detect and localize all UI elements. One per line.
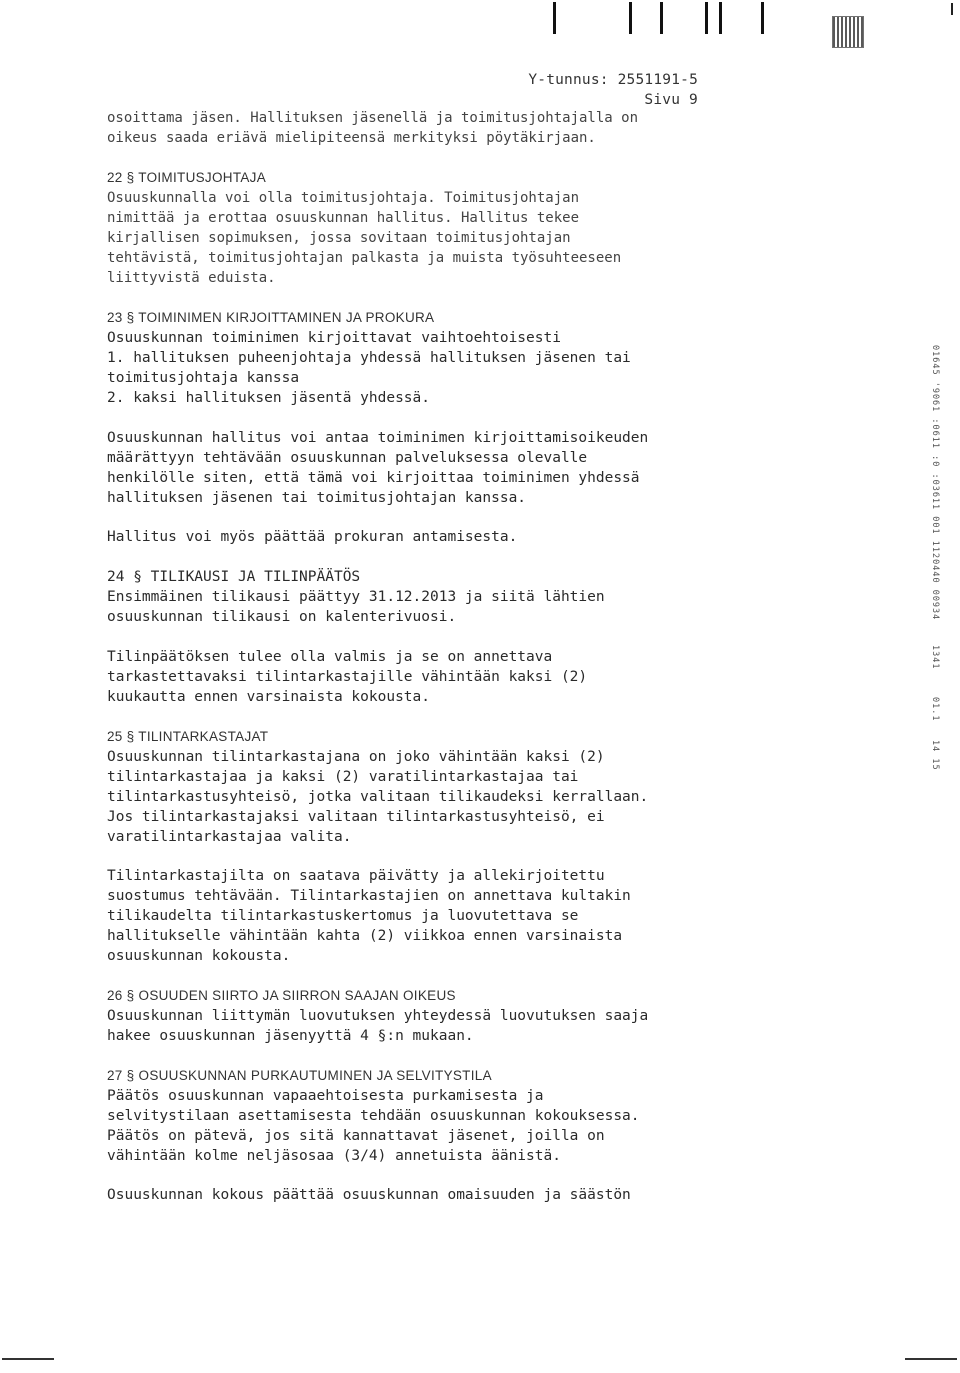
text-line: osuuskunnan kokousta. bbox=[107, 948, 291, 964]
text-line: määrättyyn tehtävään osuuskunnan palveluksessa olevalle bbox=[107, 450, 588, 466]
text-line: vähintään kolme neljäsosaa (3/4) annetuista äänistä. bbox=[107, 1148, 561, 1164]
text-line: Päätös on pätevä, jos sitä kannattavat jäsenet, joilla on bbox=[107, 1128, 605, 1144]
text-line: selvitystilaan asettamisesta tehdään osuuskunnan kokouksessa. bbox=[107, 1108, 640, 1124]
text-line: Ensimmäinen tilikausi päättyy 31.12.2013 ja siitä lähtien bbox=[107, 589, 605, 605]
section-24-paragraph-2 bbox=[107, 647, 707, 707]
section-heading: 27 § OSUUSKUNNAN PURKAUTUMINEN JA SELVITYSTILA bbox=[107, 1068, 492, 1083]
registration-bar bbox=[660, 2, 663, 34]
section-heading: 25 § TILINTARKASTAJAT bbox=[107, 729, 269, 744]
text-line: Osuuskunnalla voi olla toimitusjohtaja. Toimitusjohtajan bbox=[107, 190, 580, 206]
text-line: kuukautta ennen varsinaista kokousta. bbox=[107, 689, 431, 705]
stamp-line: 01645 '9061 :0611 :0 :03611 001 1120440 00934 bbox=[930, 345, 940, 621]
section-26 bbox=[107, 986, 707, 1046]
text-line: 1. hallituksen puheenjohtaja yhdessä hallituksen jäsenen tai bbox=[107, 350, 631, 366]
footer-rule bbox=[905, 1358, 957, 1360]
stamp-line: 01.1 bbox=[930, 697, 940, 722]
section-22 bbox=[107, 168, 707, 288]
registration-bar bbox=[705, 2, 708, 34]
section-25 bbox=[107, 727, 707, 847]
text-line: tilikaudelta tilintarkastuskertomus ja luovutettava se bbox=[107, 908, 579, 924]
text-line: hallituksen jäsenen tai toimitusjohtajan kanssa. bbox=[107, 490, 527, 506]
text-line: Tilintarkastajilta on saatava päivätty ja allekirjoitettu bbox=[107, 868, 605, 884]
text-line: hallitukselle vähintään kahta (2) viikkoa ennen varsinaista bbox=[107, 928, 623, 944]
text-line: toimitusjohtaja kanssa bbox=[107, 370, 300, 386]
text-line: hakee osuuskunnan jäsenyyttä 4 §:n mukaan. bbox=[107, 1028, 474, 1044]
text-line: tilintarkastajaa ja kaksi (2) varatilintarkastajaa tai bbox=[107, 769, 579, 785]
section-23 bbox=[107, 308, 707, 408]
text-line: tarkastettavaksi tilintarkastajille vähintään kaksi (2) bbox=[107, 669, 588, 685]
text-line: Jos tilintarkastajaksi valitaan tilintarkastusyhteisö, ei bbox=[107, 809, 605, 825]
text-line: osuuskunnan tilikausi on kalenterivuosi. bbox=[107, 609, 457, 625]
text-line: henkilölle siten, että tämä voi kirjoittaa toiminimen yhdessä bbox=[107, 470, 640, 486]
registration-bar bbox=[553, 2, 556, 34]
section-25-paragraph-2 bbox=[107, 866, 707, 966]
section-24 bbox=[107, 567, 707, 627]
section-heading: 24 § TILIKAUSI JA TILINPÄÄTÖS bbox=[107, 569, 361, 585]
registration-bar bbox=[761, 2, 764, 34]
text-line: suostumus tehtävään. Tilintarkastajien on annettava kultakin bbox=[107, 888, 631, 904]
business-id: Y-tunnus: 2551191-5 bbox=[528, 72, 698, 88]
section-27-paragraph-2 bbox=[107, 1185, 707, 1205]
page-number: Sivu 9 bbox=[644, 92, 698, 108]
section-23-paragraph-3 bbox=[107, 527, 707, 547]
text-line: Tilinpäätöksen tulee olla valmis ja se on annettava bbox=[107, 649, 553, 665]
text-line: Osuuskunnan kokous päättää osuuskunnan omaisuuden ja säästön bbox=[107, 1187, 631, 1203]
text-line: tehtävistä, toimitusjohtajan palkasta ja muista työsuhteeseen bbox=[107, 250, 622, 266]
section-heading: 26 § OSUUDEN SIIRTO JA SIIRRON SAAJAN OIKEUS bbox=[107, 988, 456, 1003]
section-27 bbox=[107, 1066, 707, 1166]
text-line: Osuuskunnan hallitus voi antaa toiminimen kirjoittamisoikeuden bbox=[107, 430, 649, 446]
text-line: Päätös osuuskunnan vapaaehtoisesta purkamisesta ja bbox=[107, 1088, 544, 1104]
stamp-line: 14 15 bbox=[930, 740, 940, 771]
intro-paragraph bbox=[107, 108, 707, 148]
registration-bar bbox=[719, 2, 722, 34]
text-line: 2. kaksi hallituksen jäsentä yhdessä. bbox=[107, 390, 431, 406]
section-heading: 22 § TOIMITUSJOHTAJA bbox=[107, 170, 267, 185]
section-heading: 23 § TOIMINIMEN KIRJOITTAMINEN JA PROKURA bbox=[107, 310, 435, 325]
text-line: osoittama jäsen. Hallituksen jäsenellä ja toimitusjohtajalla on bbox=[107, 110, 639, 126]
text-line: tilintarkastusyhteisö, jotka valitaan tilikaudeksi kerrallaan. bbox=[107, 789, 649, 805]
text-line: varatilintarkastajaa valita. bbox=[107, 829, 352, 845]
text-line: nimittää ja erottaa osuuskunnan hallitus. Hallitus tekee bbox=[107, 210, 580, 226]
text-line: liittyvistä eduista. bbox=[107, 270, 276, 286]
text-line: Osuuskunnan liittymän luovutuksen yhteydessä luovutuksen saaja bbox=[107, 1008, 649, 1024]
registry-stamp bbox=[930, 345, 950, 775]
text-line: Hallitus voi myös päättää prokuran antamisesta. bbox=[107, 529, 518, 545]
section-23-paragraph-2 bbox=[107, 428, 707, 508]
scan-barcode-logo bbox=[832, 16, 864, 48]
footer-rule bbox=[2, 1358, 54, 1360]
edge-mark bbox=[951, 3, 953, 15]
text-line: Osuuskunnan toiminimen kirjoittavat vaihtoehtoisesti bbox=[107, 330, 561, 346]
text-line: Osuuskunnan tilintarkastajana on joko vähintään kaksi (2) bbox=[107, 749, 605, 765]
text-line: oikeus saada eriävä mielipiteensä merkityksi pöytäkirjaan. bbox=[107, 130, 596, 146]
text-line: kirjallisen sopimuksen, jossa sovitaan toimitusjohtajan bbox=[107, 230, 571, 246]
registration-bar bbox=[629, 2, 632, 34]
stamp-line: 1341 bbox=[930, 645, 940, 670]
